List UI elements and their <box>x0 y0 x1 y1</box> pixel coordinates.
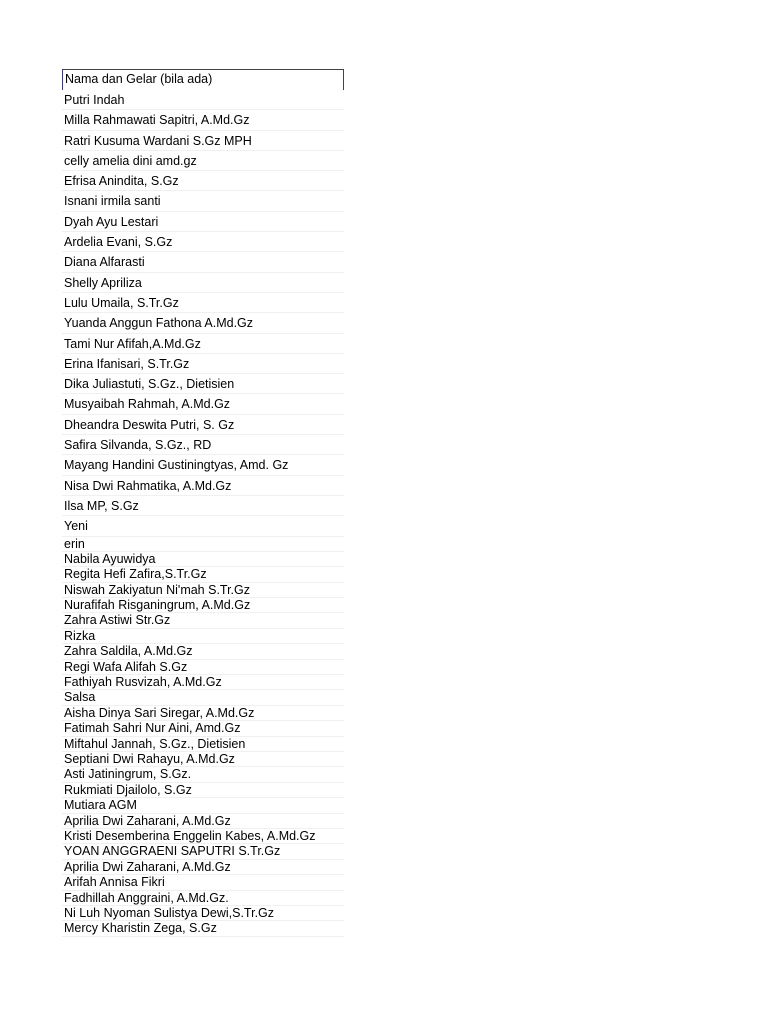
name-row[interactable]: Putri Indah <box>62 90 344 110</box>
column-header-name[interactable]: Nama dan Gelar (bila ada) <box>62 69 344 90</box>
name-row[interactable]: Zahra Saldila, A.Md.Gz <box>62 644 344 659</box>
name-row[interactable]: Ni Luh Nyoman Sulistya Dewi,S.Tr.Gz <box>62 906 344 921</box>
name-row[interactable]: Shelly Apriliza <box>62 273 344 293</box>
name-row[interactable]: Asti Jatiningrum, S.Gz. <box>62 767 344 782</box>
name-row[interactable]: Arifah Annisa Fikri <box>62 875 344 890</box>
name-row[interactable]: Kristi Desemberina Enggelin Kabes, A.Md.Gz <box>62 829 344 844</box>
name-row[interactable]: Mutiara AGM <box>62 798 344 813</box>
name-row[interactable]: Musyaibah Rahmah, A.Md.Gz <box>62 394 344 414</box>
name-row[interactable]: Isnani irmila santi <box>62 191 344 211</box>
name-row[interactable]: Ilsa MP, S.Gz <box>62 496 344 516</box>
name-row[interactable]: YOAN ANGGRAENI SAPUTRI S.Tr.Gz <box>62 844 344 859</box>
name-row[interactable]: Fadhillah Anggraini, A.Md.Gz. <box>62 891 344 906</box>
name-row[interactable]: Rizka <box>62 629 344 644</box>
name-row[interactable]: Yuanda Anggun Fathona A.Md.Gz <box>62 313 344 333</box>
name-row[interactable]: Aisha Dinya Sari Siregar, A.Md.Gz <box>62 706 344 721</box>
name-row[interactable]: Ratri Kusuma Wardani S.Gz MPH <box>62 131 344 151</box>
name-row[interactable]: Ardelia Evani, S.Gz <box>62 232 344 252</box>
name-row[interactable]: Fathiyah Rusvizah, A.Md.Gz <box>62 675 344 690</box>
name-rows <box>62 90 344 937</box>
name-row[interactable]: Mercy Kharistin Zega, S.Gz <box>62 921 344 936</box>
name-row[interactable]: Aprilia Dwi Zaharani, A.Md.Gz <box>62 814 344 829</box>
name-row[interactable]: Fatimah Sahri Nur Aini, Amd.Gz <box>62 721 344 736</box>
name-row[interactable]: Mayang Handini Gustiningtyas, Amd. Gz <box>62 455 344 475</box>
name-row[interactable]: Safira Silvanda, S.Gz., RD <box>62 435 344 455</box>
name-row[interactable]: Milla Rahmawati Sapitri, A.Md.Gz <box>62 110 344 130</box>
name-row[interactable]: Zahra Astiwi Str.Gz <box>62 613 344 628</box>
name-row[interactable]: celly amelia dini amd.gz <box>62 151 344 171</box>
name-row[interactable]: Niswah Zakiyatun Ni'mah S.Tr.Gz <box>62 583 344 598</box>
name-row[interactable]: Nurafifah Risganingrum, A.Md.Gz <box>62 598 344 613</box>
name-row[interactable]: Erina Ifanisari, S.Tr.Gz <box>62 354 344 374</box>
name-list-sheet <box>62 69 344 937</box>
name-row[interactable]: Aprilia Dwi Zaharani, A.Md.Gz <box>62 860 344 875</box>
name-row[interactable]: Salsa <box>62 690 344 705</box>
name-row[interactable]: Efrisa Anindita, S.Gz <box>62 171 344 191</box>
name-row[interactable]: Nisa Dwi Rahmatika, A.Md.Gz <box>62 476 344 496</box>
name-row[interactable]: Dika Juliastuti, S.Gz., Dietisien <box>62 374 344 394</box>
name-row[interactable]: Rukmiati Djailolo, S.Gz <box>62 783 344 798</box>
name-row[interactable]: Tami Nur Afifah,A.Md.Gz <box>62 334 344 354</box>
name-row[interactable]: Yeni <box>62 516 344 536</box>
name-row[interactable]: Lulu Umaila, S.Tr.Gz <box>62 293 344 313</box>
name-row[interactable]: Dheandra Deswita Putri, S. Gz <box>62 415 344 435</box>
name-row[interactable]: Diana Alfarasti <box>62 252 344 272</box>
name-row[interactable]: Dyah Ayu Lestari <box>62 212 344 232</box>
name-row[interactable]: Septiani Dwi Rahayu, A.Md.Gz <box>62 752 344 767</box>
name-row[interactable]: Regita Hefi Zafira,S.Tr.Gz <box>62 567 344 582</box>
name-row[interactable]: Miftahul Jannah, S.Gz., Dietisien <box>62 737 344 752</box>
name-row[interactable]: Regi Wafa Alifah S.Gz <box>62 660 344 675</box>
name-row[interactable]: Nabila Ayuwidya <box>62 552 344 567</box>
name-row[interactable]: erin <box>62 537 344 552</box>
